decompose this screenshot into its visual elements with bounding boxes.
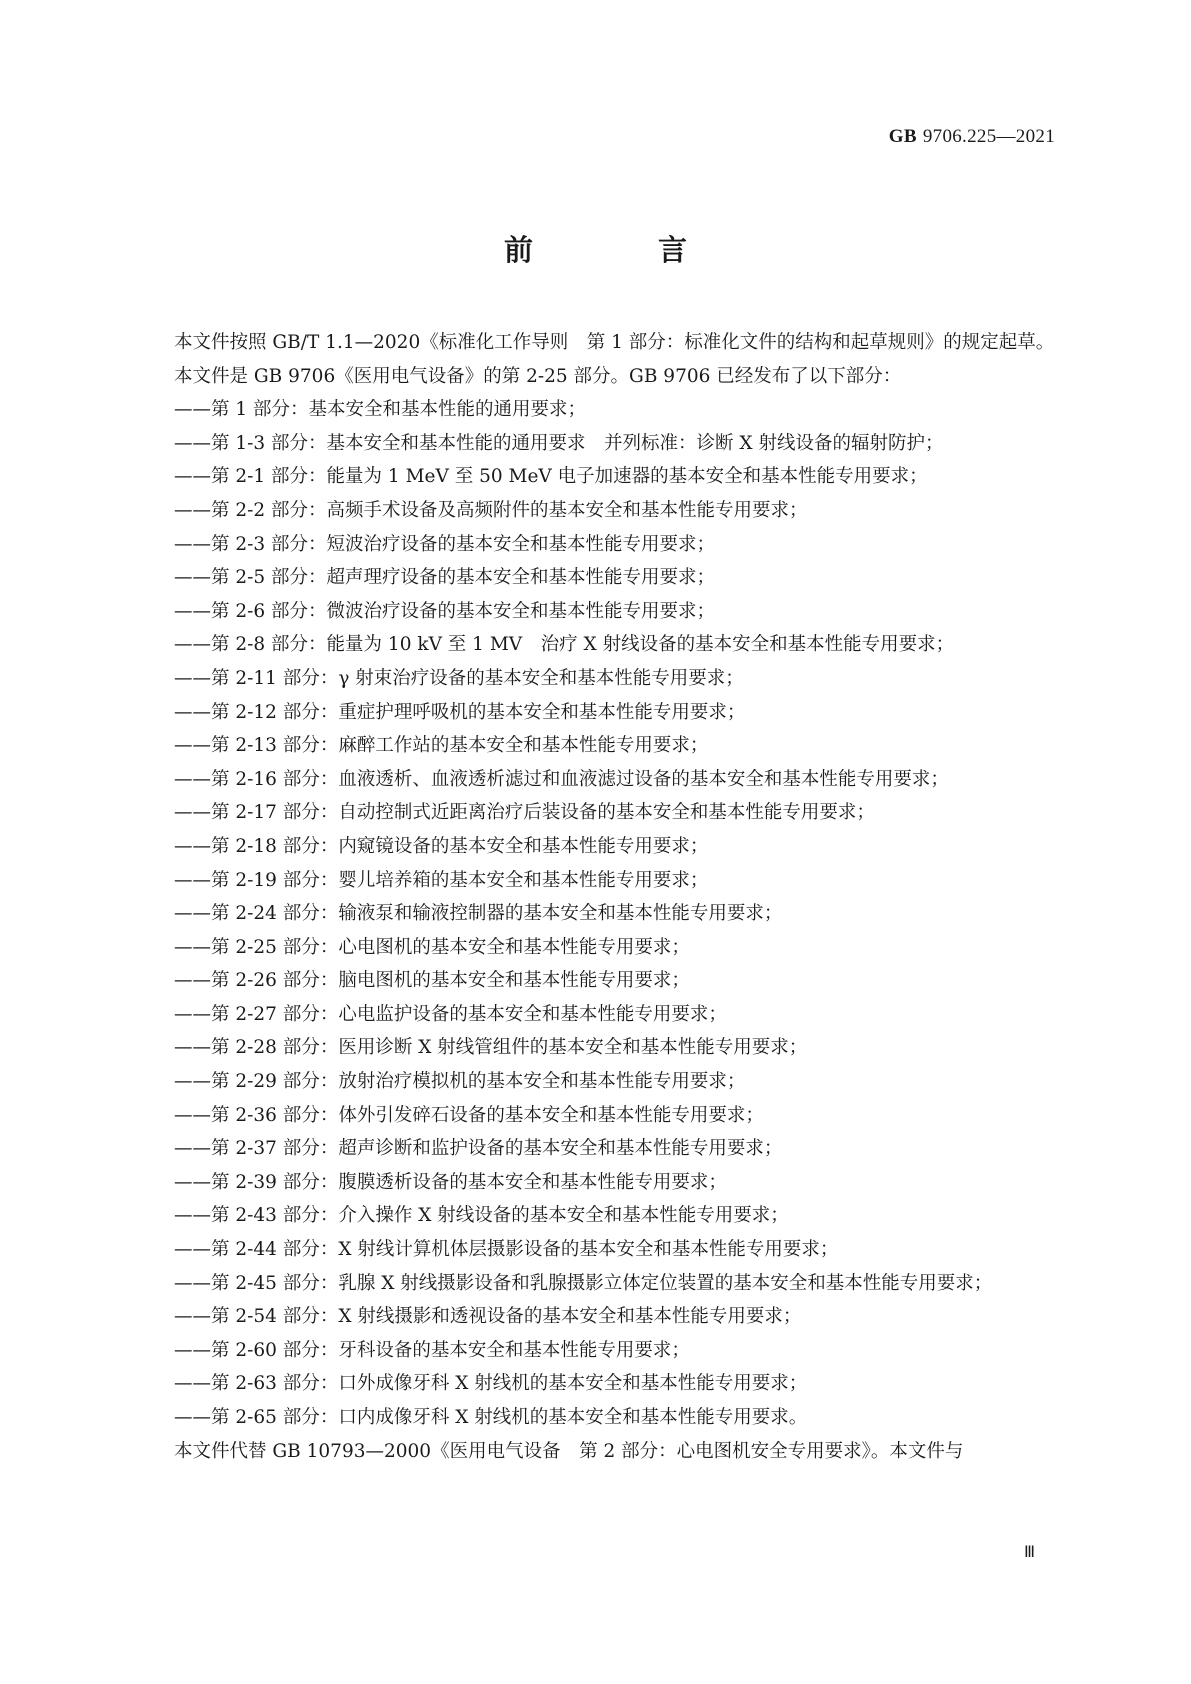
list-item: ——第 2-16 部分：血液透析、血液透析滤过和血液滤过设备的基本安全和基本性能专用要求； (174, 768, 949, 790)
list-item: ——第 2-19 部分：婴儿培养箱的基本安全和基本性能专用要求； (174, 869, 709, 891)
document-code (889, 126, 1055, 148)
paragraph-drafting-basis: 本文件按照 GB/T 1.1—2020《标准化工作导则 第 1 部分：标准化文件的结构和起草规则》的规定起草。 (174, 332, 1055, 353)
list-item: ——第 2-13 部分：麻醉工作站的基本安全和基本性能专用要求； (174, 735, 709, 757)
list-item: ——第 2-8 部分：能量为 10 kV 至 1 MV 治疗 X 射线设备的基本安全和基本性能专用要求； (174, 634, 955, 656)
list-item: ——第 2-25 部分：心电图机的基本安全和基本性能专用要求； (174, 936, 690, 958)
page-number: Ⅲ (1023, 1544, 1035, 1561)
list-item: ——第 2-27 部分：心电监护设备的基本安全和基本性能专用要求； (174, 1003, 727, 1025)
list-item: ——第 2-1 部分：能量为 1 MeV 至 50 MeV 电子加速器的基本安全和基本性能专用要求； (174, 466, 928, 488)
list-item: ——第 2-37 部分：超声诊断和监护设备的基本安全和基本性能专用要求； (174, 1138, 783, 1160)
list-item: ——第 2-29 部分：放射治疗模拟机的基本安全和基本性能专用要求； (174, 1071, 746, 1093)
list-item: ——第 2-45 部分：乳腺 X 射线摄影设备和乳腺摄影立体定位装置的基本安全和基本性能专用要求； (174, 1272, 993, 1294)
page-title: 前 言 (503, 233, 735, 267)
list-item: ——第 2-2 部分：高频手术设备及高频附件的基本安全和基本性能专用要求； (174, 499, 808, 521)
list-item: ——第 1-3 部分：基本安全和基本性能的通用要求 并列标准：诊断 X 射线设备的辐射防护； (174, 432, 944, 454)
list-item: ——第 2-54 部分：X 射线摄影和透视设备的基本安全和基本性能专用要求； (174, 1306, 802, 1328)
list-item: ——第 1 部分：基本安全和基本性能的通用要求； (174, 399, 587, 421)
list-item: ——第 2-44 部分：X 射线计算机体层摄影设备的基本安全和基本性能专用要求； (174, 1239, 839, 1261)
list-item: ——第 2-3 部分：短波治疗设备的基本安全和基本性能专用要求； (174, 533, 716, 555)
list-item: ——第 2-5 部分：超声理疗设备的基本安全和基本性能专用要求； (174, 567, 716, 589)
list-item: ——第 2-39 部分：腹膜透析设备的基本安全和基本性能专用要求； (174, 1171, 727, 1193)
list-item: ——第 2-24 部分：输液泵和输液控制器的基本安全和基本性能专用要求； (174, 903, 783, 925)
list-item: ——第 2-17 部分：自动控制式近距离治疗后装设备的基本安全和基本性能专用要求； (174, 802, 875, 824)
list-item: ——第 2-12 部分：重症护理呼吸机的基本安全和基本性能专用要求； (174, 701, 746, 723)
document-body (120, 326, 1060, 1468)
list-item: ——第 2-18 部分：内窥镜设备的基本安全和基本性能专用要求； (174, 835, 709, 857)
list-item: ——第 2-28 部分：医用诊断 X 射线管组件的基本安全和基本性能专用要求； (174, 1037, 808, 1059)
list-item: ——第 2-26 部分：脑电图机的基本安全和基本性能专用要求； (174, 970, 690, 992)
doc-prefix: GB (888, 126, 917, 147)
list-item: ——第 2-11 部分：γ 射束治疗设备的基本安全和基本性能专用要求； (174, 667, 744, 689)
list-item: ——第 2-43 部分：介入操作 X 射线设备的基本安全和基本性能专用要求； (174, 1205, 789, 1227)
paragraph-series-intro: 本文件是 GB 9706《医用电气设备》的第 2-25 部分。GB 9706 已经发布了以下部分： (174, 365, 902, 387)
parts-list (120, 393, 1060, 1434)
list-item: ——第 2-36 部分：体外引发碎石设备的基本安全和基本性能专用要求； (174, 1104, 764, 1126)
list-item: ——第 2-6 部分：微波治疗设备的基本安全和基本性能专用要求； (174, 600, 716, 622)
list-item: ——第 2-65 部分：口内成像牙科 X 射线机的基本安全和基本性能专用要求。 (174, 1407, 808, 1428)
doc-number: 9706.225—2021 (922, 126, 1055, 147)
list-item: ——第 2-63 部分：口外成像牙科 X 射线机的基本安全和基本性能专用要求； (174, 1373, 808, 1395)
list-item: ——第 2-60 部分：牙科设备的基本安全和基本性能专用要求； (174, 1339, 690, 1361)
paragraph-replacement-note: 本文件代替 GB 10793—2000《医用电气设备 第 2 部分：心电图机安全专用要求》。本文件与 (174, 1440, 964, 1462)
